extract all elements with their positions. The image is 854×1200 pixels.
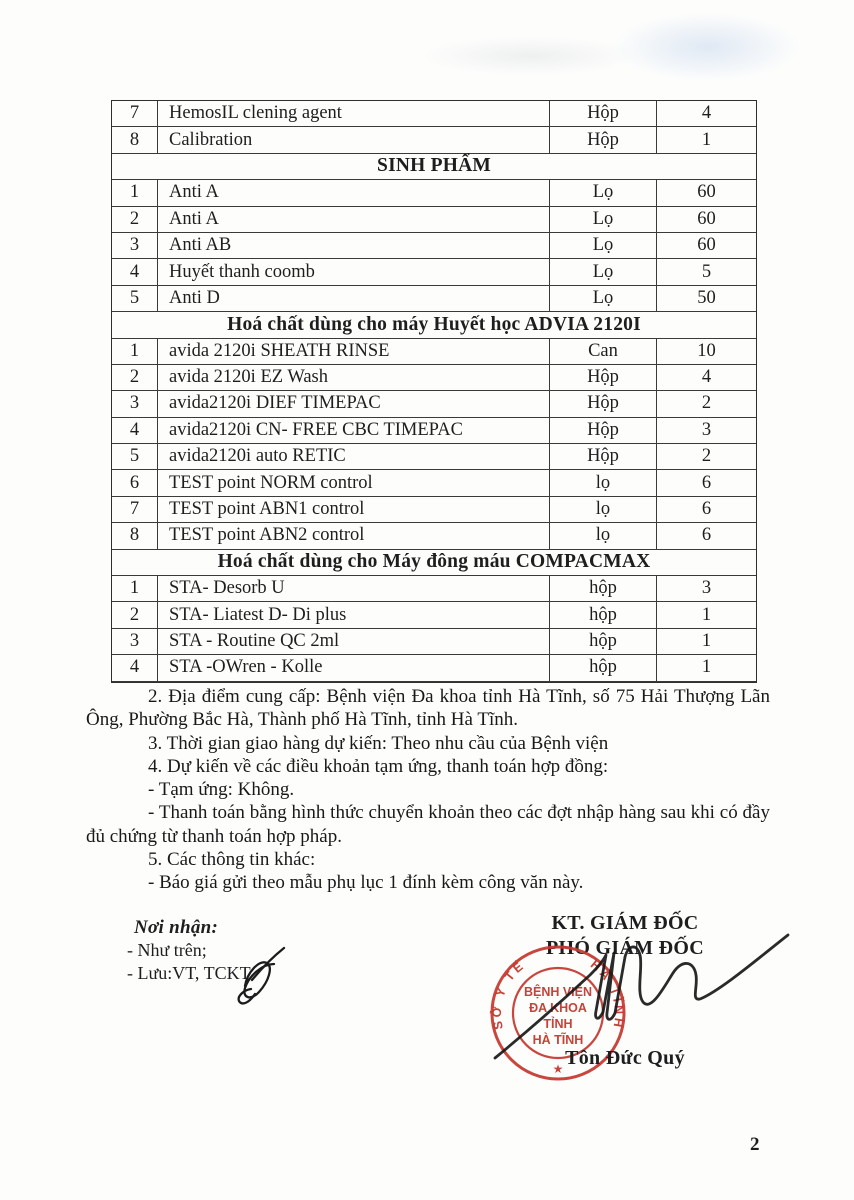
page-number: 2 [750, 1134, 760, 1155]
cell-row-number: 3 [112, 233, 158, 259]
cell-quantity: 3 [657, 418, 756, 444]
cell-row-number: 5 [112, 286, 158, 312]
scan-smudge [612, 12, 802, 82]
cell-row-number: 5 [112, 444, 158, 470]
cell-item-name: avida2120i DIEF TIMEPAC [158, 391, 550, 417]
cell-unit: Hộp [550, 418, 657, 444]
cell-quantity: 3 [657, 576, 756, 602]
table-section-header: Hoá chất dùng cho máy Huyết học ADVIA 2120I [112, 312, 756, 338]
cell-unit: Hộp [550, 444, 657, 470]
cell-item-name: HemosIL clening agent [158, 101, 550, 127]
cell-row-number: 1 [112, 180, 158, 206]
cell-item-name: Anti D [158, 286, 550, 312]
cell-row-number: 2 [112, 602, 158, 628]
cell-row-number: 4 [112, 259, 158, 285]
cell-quantity: 50 [657, 286, 756, 312]
cell-unit: Lọ [550, 207, 657, 233]
cell-quantity: 6 [657, 523, 756, 549]
cell-item-name: avida 2120i EZ Wash [158, 365, 550, 391]
contract-terms [86, 685, 770, 895]
cell-quantity: 1 [657, 602, 756, 628]
recipient-line: - Như trên; [127, 940, 207, 960]
stamp-ring-text-left: SỞ Y TẾ [489, 957, 528, 1031]
director-signature-icon [468, 915, 803, 1065]
clerk-signature-icon [224, 940, 302, 1012]
cell-item-name: avida 2120i SHEATH RINSE [158, 339, 550, 365]
scan-smudge [420, 36, 640, 76]
cell-row-number: 3 [112, 629, 158, 655]
cell-item-name: STA- Desorb U [158, 576, 550, 602]
cell-quantity: 2 [657, 391, 756, 417]
cell-row-number: 2 [112, 207, 158, 233]
stamp-star-icon: ★ [552, 1062, 564, 1076]
signatory-title-line1: KT. GIÁM ĐỐC [551, 912, 699, 934]
cell-unit: Hộp [550, 101, 657, 127]
table-section-header: Hoá chất dùng cho Máy đông máu COMPACMAX [112, 550, 756, 576]
cell-unit: Lọ [550, 233, 657, 259]
cell-unit: lọ [550, 470, 657, 496]
cell-quantity: 4 [657, 365, 756, 391]
paragraph-delivery-location: 2. Địa điểm cung cấp: Bệnh viện Đa khoa tỉnh Hà Tĩnh, số 75 Hải Thượng Lãn Ông, Phường Bắc Hà, Thành phố Hà Tĩnh, tỉnh Hà Tĩnh. [86, 686, 770, 731]
cell-unit: Lọ [550, 286, 657, 312]
cell-row-number: 2 [112, 365, 158, 391]
cell-unit: hộp [550, 576, 657, 602]
paragraph-quotation: - Báo giá gửi theo mẫu phụ lục 1 đính kèm công văn này. [148, 872, 584, 894]
cell-item-name: TEST point ABN1 control [158, 497, 550, 523]
cell-row-number: 1 [112, 576, 158, 602]
cell-quantity: 10 [657, 339, 756, 365]
cell-quantity: 6 [657, 497, 756, 523]
cell-unit: hộp [550, 602, 657, 628]
cell-item-name: STA - Routine QC 2ml [158, 629, 550, 655]
paragraph-payment-terms: 4. Dự kiến về các điều khoản tạm ứng, thanh toán hợp đồng: [148, 755, 609, 777]
paragraph-delivery-time: 3. Thời gian giao hàng dự kiến: Theo nhu cầu của Bệnh viện [148, 732, 609, 754]
cell-row-number: 1 [112, 339, 158, 365]
cell-quantity: 1 [657, 655, 756, 681]
cell-row-number: 6 [112, 470, 158, 496]
stamp-org-line: BỆNH VIỆN [523, 985, 593, 999]
cell-row-number: 8 [112, 127, 158, 153]
cell-unit: lọ [550, 523, 657, 549]
cell-row-number: 3 [112, 391, 158, 417]
paragraph-advance: - Tạm ứng: Không. [148, 779, 295, 801]
supply-table [111, 100, 757, 683]
cell-unit: Can [550, 339, 657, 365]
cell-quantity: 60 [657, 233, 756, 259]
cell-row-number: 4 [112, 418, 158, 444]
cell-quantity: 1 [657, 127, 756, 153]
cell-unit: lọ [550, 497, 657, 523]
cell-item-name: Anti AB [158, 233, 550, 259]
cell-unit: hộp [550, 655, 657, 681]
cell-quantity: 4 [657, 101, 756, 127]
stamp-ring-text-right: HÀ TĨNH [587, 957, 627, 1032]
cell-quantity: 6 [657, 470, 756, 496]
cell-unit: Lọ [550, 180, 657, 206]
signatory-title-line2: PHÓ GIÁM ĐỐC [545, 936, 705, 959]
stamp-org-line: TỈNH [543, 1017, 573, 1031]
paragraph-payment-method: - Thanh toán bằng hình thức chuyển khoản theo các đợt nhập hàng sau khi có đầy đủ chứng từ thanh toán hợp pháp. [86, 802, 770, 847]
cell-row-number: 8 [112, 523, 158, 549]
paragraph-other-info: 5. Các thông tin khác: [148, 849, 316, 871]
cell-item-name: TEST point NORM control [158, 470, 550, 496]
cell-quantity: 1 [657, 629, 756, 655]
stamp-org-line: HÀ TĨNH [532, 1033, 584, 1047]
signer-name: Tôn Đức Quý [565, 1047, 685, 1069]
recipient-line: - Lưu:VT, TCKT [127, 963, 251, 983]
cell-row-number: 7 [112, 497, 158, 523]
cell-unit: hộp [550, 629, 657, 655]
cell-row-number: 7 [112, 101, 158, 127]
table-section-header: SINH PHẨM [112, 154, 756, 180]
cell-item-name: STA -OWren - Kolle [158, 655, 550, 681]
cell-quantity: 60 [657, 207, 756, 233]
cell-item-name: Huyết thanh coomb [158, 259, 550, 285]
cell-item-name: STA- Liatest D- Di plus [158, 602, 550, 628]
recipients-title: Nơi nhận: [134, 917, 219, 938]
cell-quantity: 60 [657, 180, 756, 206]
cell-item-name: avida2120i CN- FREE CBC TIMEPAC [158, 418, 550, 444]
cell-unit: Hộp [550, 391, 657, 417]
cell-unit: Hộp [550, 127, 657, 153]
cell-unit: Lọ [550, 259, 657, 285]
stamp-org-line: ĐA KHOA [529, 1001, 587, 1015]
cell-item-name: TEST point ABN2 control [158, 523, 550, 549]
cell-item-name: avida2120i auto RETIC [158, 444, 550, 470]
cell-quantity: 5 [657, 259, 756, 285]
cell-row-number: 4 [112, 655, 158, 681]
cell-item-name: Anti A [158, 180, 550, 206]
cell-quantity: 2 [657, 444, 756, 470]
cell-item-name: Anti A [158, 207, 550, 233]
cell-unit: Hộp [550, 365, 657, 391]
cell-item-name: Calibration [158, 127, 550, 153]
